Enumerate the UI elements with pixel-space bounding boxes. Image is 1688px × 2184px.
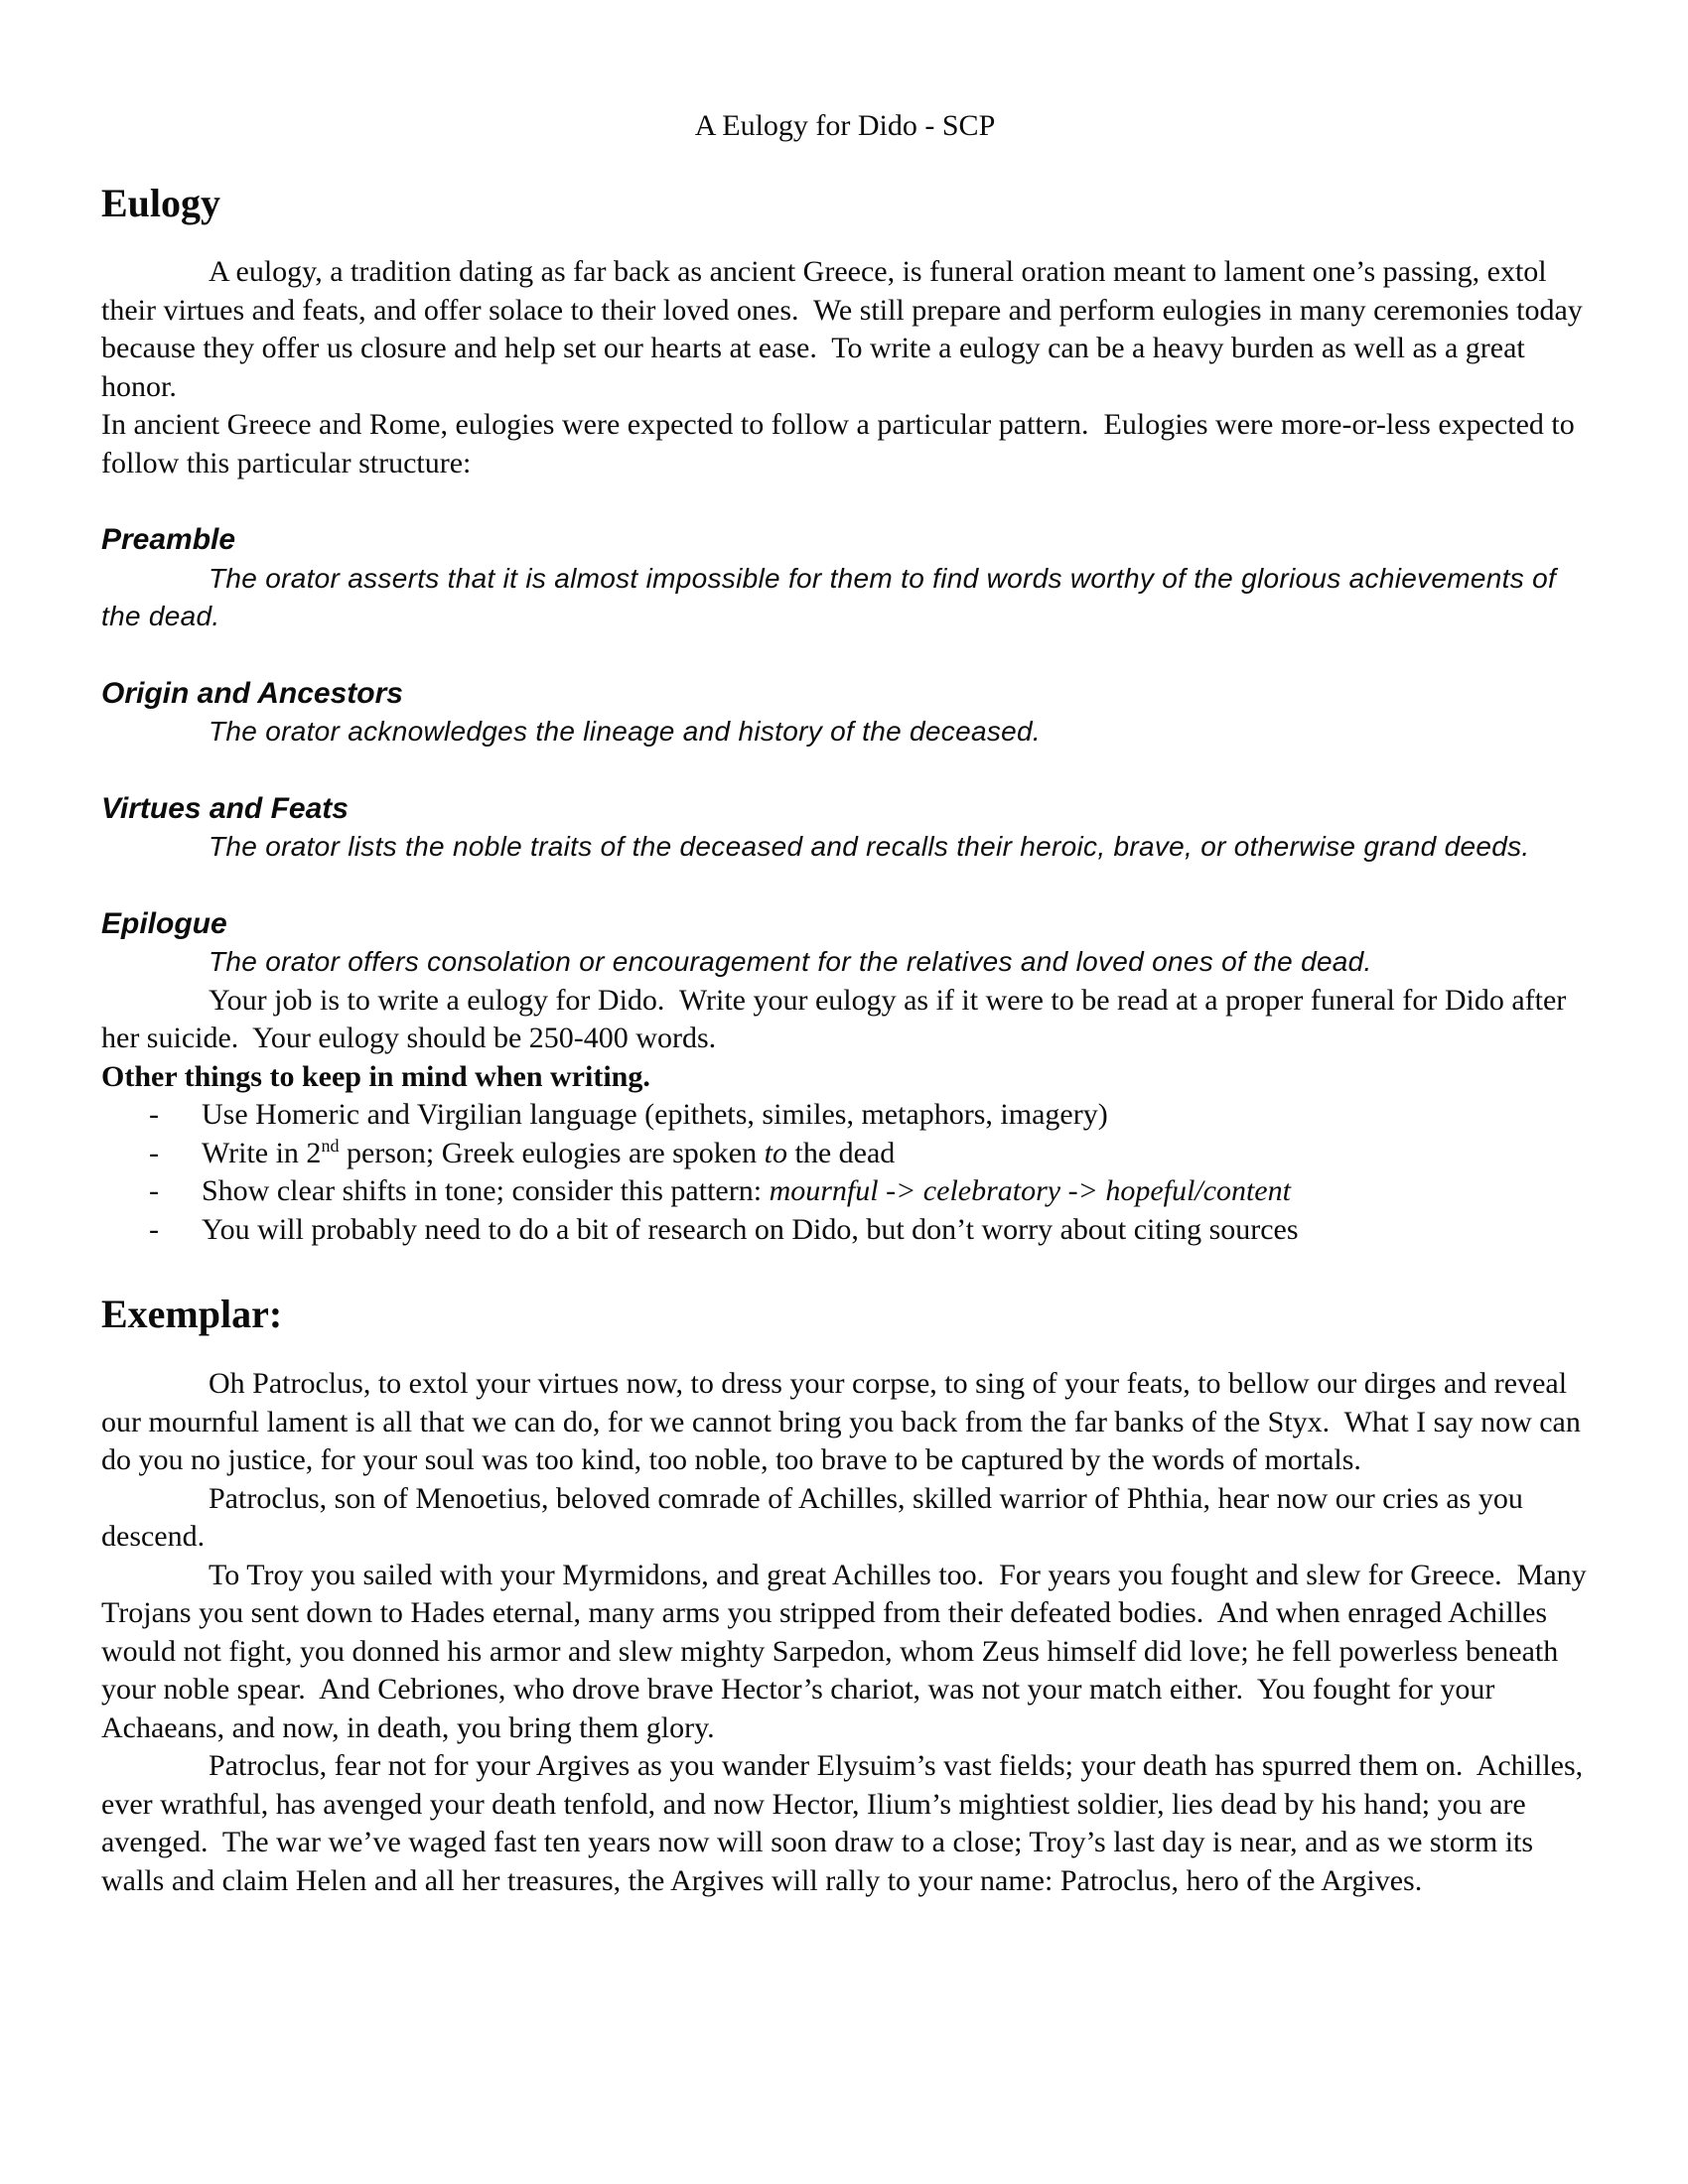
bullet-dash: - xyxy=(149,1098,159,1132)
bullet-item xyxy=(101,1172,1589,1211)
exemplar-paragraph-2: Patroclus, son of Menoetius, beloved comrade of Achilles, skilled warrior of Phthia, hear now our cries as you descend. xyxy=(101,1481,1531,1554)
bullet-text: Use Homeric and Virgilian language (epithets, similes, metaphors, imagery) xyxy=(202,1098,1108,1132)
bullet-text: Show clear shifts in tone; consider this pattern: mournful -> celebratory -> hopeful/content xyxy=(202,1174,1291,1208)
section-description: The orator asserts that it is almost impossible for them to find words worthy of the glorious achievements of the dead. xyxy=(101,562,1565,632)
superscript-nd: nd xyxy=(321,1135,340,1156)
heading-eulogy: Eulogy xyxy=(101,180,221,225)
structure-section-origin-and-ancestors xyxy=(101,675,1589,751)
bullet-dash: - xyxy=(149,1136,159,1169)
bullet-text: You will probably need to do a bit of research on Dido, but don’t worry about citing sources xyxy=(202,1212,1299,1246)
document-title: A Eulogy for Dido - SCP xyxy=(694,109,996,142)
exemplar-paragraph-3: To Troy you sailed with your Myrmidons, and great Achilles too. For years you fought and slew for Greece. Many Trojans you sent down to Hades eternal, many arms you stripped from their defeated bodies. And when enraged Achilles would not fight, you donned his armor and slew mighty Sarpedon, whom Zeus himself did love; he fell powerless beneath your noble spear. And Cebriones, who drove brave Hector’s chariot, was not your match either. You fought for your Achaeans, and now, in death, you bring them glory. xyxy=(101,1558,1594,1744)
intro-paragraph-1: A eulogy, a tradition dating as far back as ancient Greece, is funeral oration meant to lament one’s passing, extol their virtues and feats, and offer solace to their loved ones. We still prepare and perform eulogies in many ceremonies today because they offer us closure and help set our hearts at ease. To write a eulogy can be a heavy burden as well as a great honor. xyxy=(101,255,1591,403)
bullet-dash: - xyxy=(149,1174,159,1208)
structure-section-epilogue xyxy=(101,905,1589,982)
section-title: Origin and Ancestors xyxy=(101,676,403,710)
structure-section-preamble xyxy=(101,521,1589,636)
bullet-item xyxy=(101,1096,1589,1135)
bullet-item xyxy=(101,1135,1589,1173)
exemplar-paragraph-4: Patroclus, fear not for your Argives as you wander Elysuim’s vast fields; your death has spurred them on. Achilles, ever wrathful, has avenged your death tenfold, and now Hector, Ilium’s mightiest soldier, lies dead by his hand; you are avenged. The war we’ve waged fast ten years now will soon draw to a close; Troy’s last day is near, and as we storm its walls and claim Helen and all her treasures, the Argives will rally to your name: Patroclus, hero of the Argives. xyxy=(101,1749,1591,1897)
structure-section-virtues-and-feats xyxy=(101,790,1589,867)
intro-paragraph-2: In ancient Greece and Rome, eulogies were expected to follow a particular pattern. Eulogies were more-or-less expected to follow this particular structure: xyxy=(101,408,1583,479)
bullet-item xyxy=(101,1211,1589,1250)
section-title: Epilogue xyxy=(101,906,227,940)
assignment-paragraph: Your job is to write a eulogy for Dido. Write your eulogy as if it were to be read at a proper funeral for Dido after her suicide. Your eulogy should be 250-400 words. xyxy=(101,983,1574,1055)
bullet-text: Write in 2nd person; Greek eulogies are spoken to the dead xyxy=(202,1135,896,1169)
section-description: The orator offers consolation or encouragement for the relatives and loved ones of the dead. xyxy=(209,946,1372,978)
section-title: Virtues and Feats xyxy=(101,791,349,825)
section-title: Preamble xyxy=(101,523,236,557)
exemplar-paragraph-1: Oh Patroclus, to extol your virtues now, to dress your corpse, to sing of your feats, to bellow our dirges and reveal our mournful lament is all that we can do, for we cannot bring you back from the far banks of the Styx. What I say now can do you no justice, for your soul was too kind, too noble, too brave to be captured by the words of mortals. xyxy=(101,1367,1589,1477)
heading-exemplar: Exemplar: xyxy=(101,1292,283,1337)
section-description: The orator lists the noble traits of the deceased and recalls their heroic, brave, or otherwise grand deeds. xyxy=(209,831,1530,863)
section-description: The orator acknowledges the lineage and history of the deceased. xyxy=(209,716,1041,748)
bullet-dash: - xyxy=(149,1212,159,1246)
heading-other-things: Other things to keep in mind when writing. xyxy=(101,1059,650,1093)
bullet-list xyxy=(101,1096,1589,1249)
